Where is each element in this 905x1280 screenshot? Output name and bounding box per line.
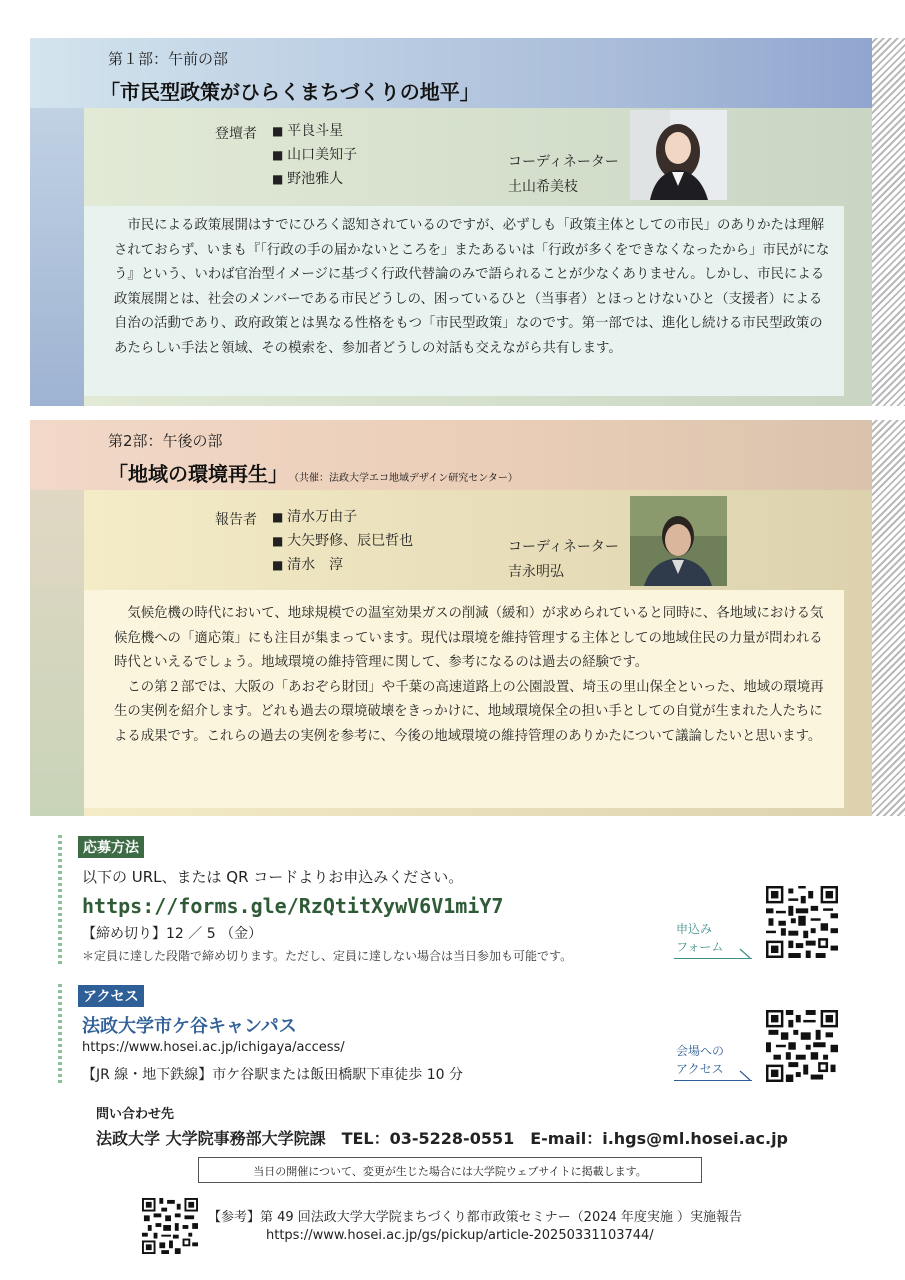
part2-description-1: 気候危機の時代において、地球規模での温室効果ガスの削減（緩和）が求められていると同時に、各地域における気候危機への「適応策」にも注目が集まっています。現代は環境を維持管理する主体としての地域住民の力量が問われる時代といえるでしょう。地域環境の維持管理に関して、参考になるのは過去の経験です。 xyxy=(114,606,824,670)
part1-title: 「市民型政策がひらくまちづくりの地平」 xyxy=(100,80,480,104)
part2-subtitle: 第2部：午後の部 xyxy=(108,432,223,450)
reference-url-link[interactable]: https://www.hosei.ac.jp/gs/pickup/article-20250331103744/ xyxy=(266,1228,654,1243)
notice-box xyxy=(198,1157,702,1183)
apply-qr-label xyxy=(676,920,723,956)
coordinator-photo xyxy=(630,110,727,200)
access-qr-label xyxy=(676,1042,724,1078)
part2-coordinator-role: コーディネーター xyxy=(508,539,619,555)
part2-coordinator-name: 吉永明弘 xyxy=(508,564,564,580)
apply-accent-bar xyxy=(58,835,62,965)
access-url-link[interactable]: https://www.hosei.ac.jp/ichigaya/access/ xyxy=(82,1040,345,1055)
contact-info: 法政大学 大学院事務部大学院課 TEL：03-5228-0551 E-mail：i.hgs@ml.hosei.ac.jp xyxy=(96,1129,789,1148)
apply-intro: 以下の URL、または QR コードよりお申込みください。 xyxy=(82,868,464,886)
access-accent-bar xyxy=(58,984,62,1084)
notice-text: 当日の開催について、変更が生じた場合には大学院ウェブサイトに掲載します。 xyxy=(253,1165,647,1178)
speaker-item: ■ 平良斗星 xyxy=(272,119,357,143)
apply-qr-label-1: 申込み xyxy=(676,922,713,936)
part1-coordinator-name: 土山希美枝 xyxy=(508,179,578,195)
part1-description-box xyxy=(84,206,844,396)
speaker-item: ■ 野池雅人 xyxy=(272,167,357,191)
part1-coordinator-role: コーディネーター xyxy=(508,154,619,170)
apply-note: ＊定員に達した段階で締め切ります。ただし、定員に達しない場合は当日参加も可能です。 xyxy=(82,949,573,963)
arrow-icon xyxy=(738,948,752,959)
part2-cohost: （共催：法政大学エコ地域デザイン研究センター） xyxy=(294,473,518,484)
part2-description-box xyxy=(84,590,844,808)
apply-tag: 応募方法 xyxy=(78,836,144,858)
apply-url-link[interactable]: https://forms.gle/RzQtitXywV6V1miY7 xyxy=(82,894,504,918)
part2-title xyxy=(108,458,518,487)
part1-subtitle: 第１部：午前の部 xyxy=(108,50,229,68)
access-campus: 法政大学市ケ谷キャンパス xyxy=(82,1016,297,1037)
speaker-item: ■ 山口美知子 xyxy=(272,143,357,167)
access-qr-code[interactable] xyxy=(766,1010,838,1082)
access-directions: 【JR 線・地下鉄線】市ケ谷駅または飯田橋駅下車徒歩 10 分 xyxy=(82,1067,464,1083)
decorative-stripes-bottom xyxy=(871,420,905,816)
contact-heading: 問い合わせ先 xyxy=(96,1107,175,1122)
part1-speakers-label: 登壇者 xyxy=(215,126,257,142)
apply-deadline: 【締め切り】12 ／ 5 （金） xyxy=(82,926,263,942)
part2-title-text: 「地域の環境再生」 xyxy=(108,462,288,486)
coordinator-photo xyxy=(630,496,727,586)
decorative-stripes-top xyxy=(871,38,905,406)
part2-speakers-list xyxy=(272,505,413,577)
apply-qr-code[interactable] xyxy=(766,886,838,958)
speaker-item: ■ 清水 淳 xyxy=(272,553,413,577)
speaker-item: ■ 清水万由子 xyxy=(272,505,413,529)
part1-speakers-list xyxy=(272,119,357,191)
part1-description: 市民による政策展開はすでにひろく認知されているのですが、必ずしも「政策主体としての市民」のありかたは理解されておらず、いまも『「行政の手の届かないところを」またあるいは「行政が多くをできなくなったから」市民がになう』という、いわば官治型イメージに基づく行政代替論のみで語られることが少なくありません。しかし、市民による政策展開とは、社会のメンバーである市民どうしの、困っているひと（当事者）とほっとけないひと（支援者）による自治の活動であり、政府政策とは異なる性格をもつ「市民型政策」なのです。第一部では、進化し続ける市民型政策のあたらしい手法と領域、その模索を、参加者どうしの対話も交えながら共有します。 xyxy=(114,218,830,356)
apply-qr-label-2: フォーム xyxy=(676,940,724,954)
part2-speakers-label: 報告者 xyxy=(215,512,257,528)
part2-description-2: この第２部では、大阪の「あおぞら財団」や千葉の高速道路上の公園設置、埼玉の里山保全といった、地域の環境再生の実例を紹介します。どれも過去の環境破壊をきっかけに、地域環境保全の担い手としての自覚が生まれた人たちによる成果です。これらの過去の実例を参考に、今後の地域環境の維持管理のありかたについて議論したいと思います。 xyxy=(114,679,824,744)
arrow-icon xyxy=(738,1070,752,1081)
access-tag: アクセス xyxy=(78,985,144,1007)
speaker-item: ■ 大矢野修、辰巳哲也 xyxy=(272,529,413,553)
access-qr-label-2: アクセス xyxy=(676,1062,724,1076)
access-qr-label-1: 会場への xyxy=(676,1044,725,1058)
reference-title: 【参考】第 49 回法政大学大学院まちづくり都市政策セミナー（2024 年度実施 ）実施報告 xyxy=(208,1210,743,1225)
reference-qr-code[interactable] xyxy=(142,1198,198,1254)
